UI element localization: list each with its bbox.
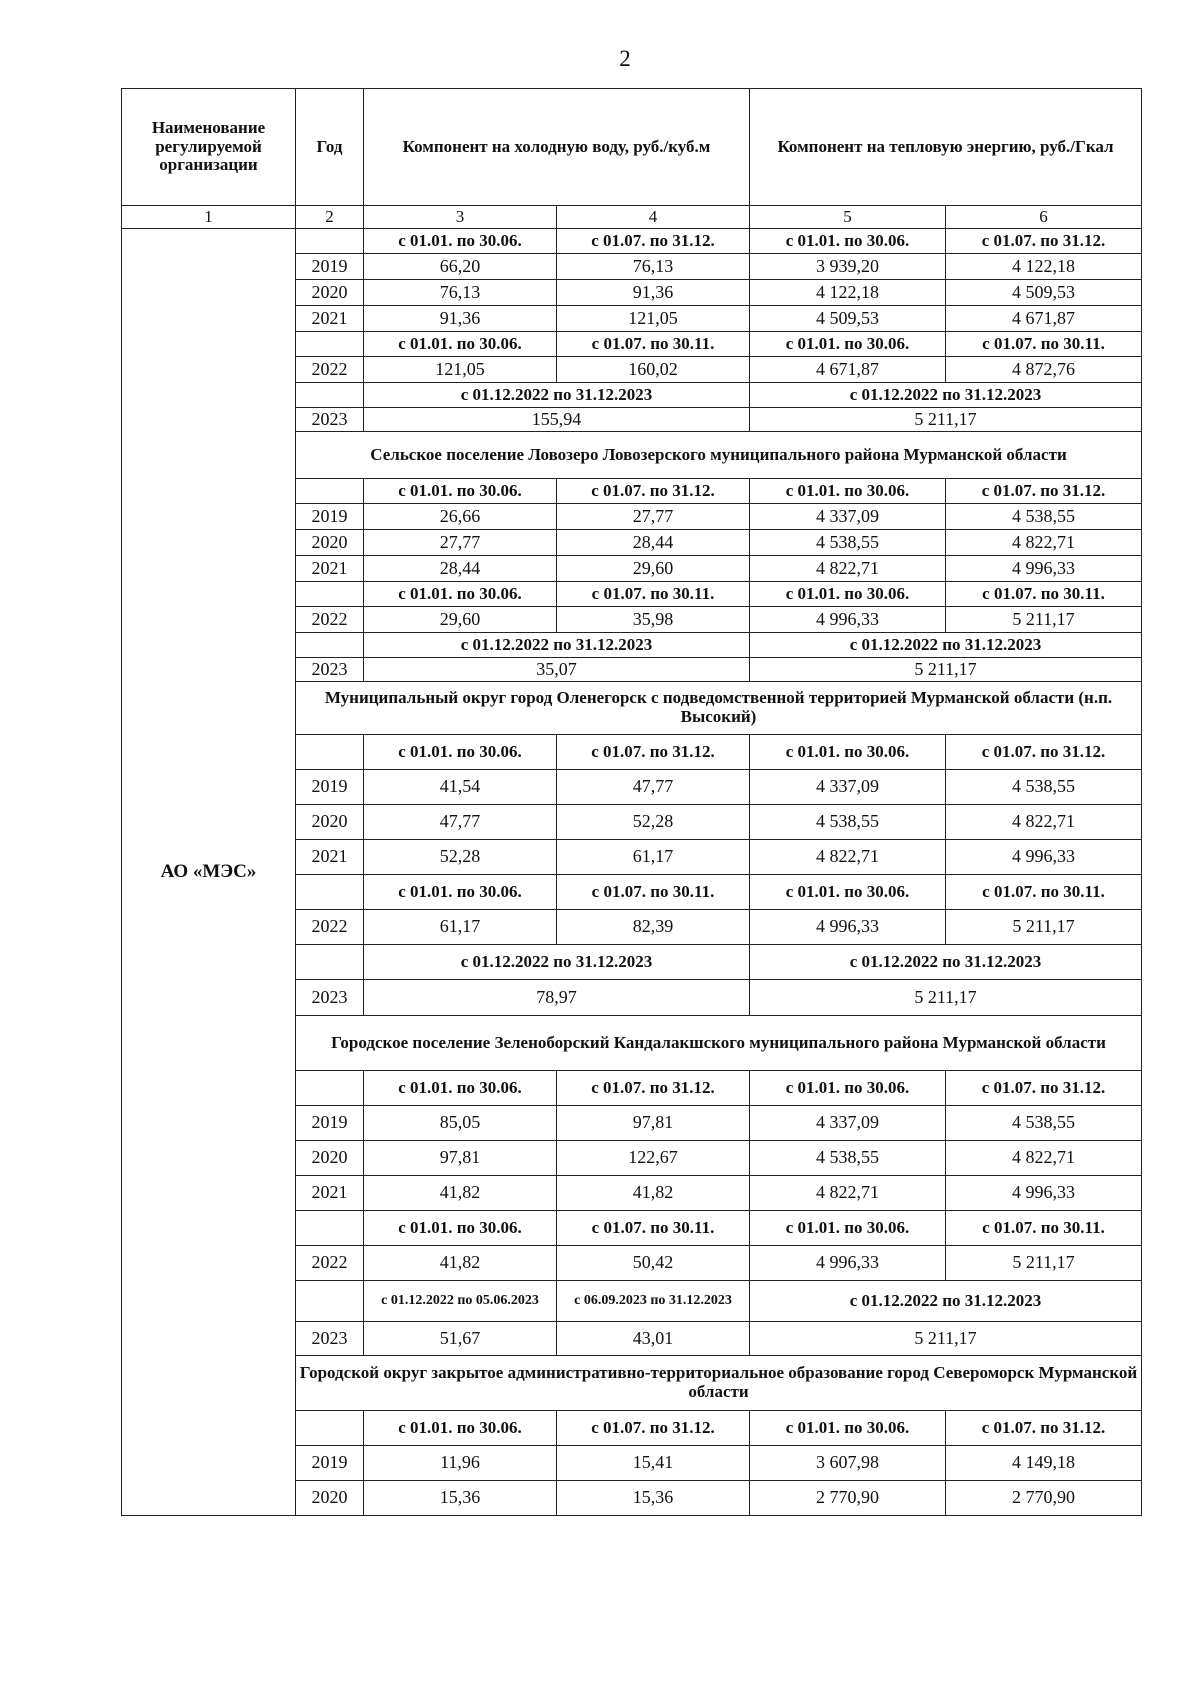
value-cell: 41,82 bbox=[557, 1176, 750, 1211]
period-label: с 01.01. по 30.06. bbox=[750, 332, 946, 357]
table-header-row bbox=[122, 89, 1142, 206]
value-cell: 155,94 bbox=[364, 408, 750, 432]
value-cell: 15,36 bbox=[364, 1481, 557, 1516]
value-cell: 11,96 bbox=[364, 1446, 557, 1481]
value-cell: 50,42 bbox=[557, 1246, 750, 1281]
value-cell: 4 538,55 bbox=[750, 530, 946, 556]
value-cell: 4 822,71 bbox=[750, 840, 946, 875]
section-title: Муниципальный округ город Оленегорск с подведомственной территорией Мурманской области (н.п. Высокий) bbox=[296, 682, 1142, 735]
value-cell: 4 509,53 bbox=[946, 280, 1142, 306]
period-label: с 01.07. по 30.11. bbox=[557, 1211, 750, 1246]
period-label: с 01.07. по 31.12. bbox=[946, 735, 1142, 770]
period-label: с 01.01. по 30.06. bbox=[750, 582, 946, 607]
value-cell: 5 211,17 bbox=[750, 408, 1142, 432]
value-cell: 5 211,17 bbox=[946, 910, 1142, 945]
period-label: с 06.09.2023 по 31.12.2023 bbox=[557, 1281, 750, 1322]
period-label: с 01.07. по 30.11. bbox=[557, 875, 750, 910]
period-label: с 01.01. по 30.06. bbox=[750, 1411, 946, 1446]
value-cell: 5 211,17 bbox=[946, 607, 1142, 633]
value-cell: 41,54 bbox=[364, 770, 557, 805]
period-label: с 01.12.2022 по 31.12.2023 bbox=[364, 945, 750, 980]
year-cell: 2019 bbox=[296, 1446, 364, 1481]
organization-name: АО «МЭС» bbox=[122, 229, 296, 1516]
value-cell: 4 822,71 bbox=[946, 1141, 1142, 1176]
period-label: с 01.07. по 30.11. bbox=[946, 1211, 1142, 1246]
year-cell: 2021 bbox=[296, 840, 364, 875]
value-cell: 51,67 bbox=[364, 1322, 557, 1356]
header-cold-water: Компонент на холодную воду, руб./куб.м bbox=[364, 89, 750, 206]
value-cell: 4 538,55 bbox=[946, 504, 1142, 530]
year-cell: 2019 bbox=[296, 504, 364, 530]
value-cell: 4 996,33 bbox=[750, 910, 946, 945]
value-cell: 5 211,17 bbox=[750, 1322, 1142, 1356]
value-cell: 27,77 bbox=[364, 530, 557, 556]
value-cell: 97,81 bbox=[557, 1106, 750, 1141]
value-cell: 4 996,33 bbox=[946, 556, 1142, 582]
header-year: Год bbox=[296, 89, 364, 206]
period-label: с 01.01. по 30.06. bbox=[750, 1071, 946, 1106]
period-label: с 01.12.2022 по 31.12.2023 bbox=[750, 945, 1142, 980]
value-cell: 35,98 bbox=[557, 607, 750, 633]
value-cell: 52,28 bbox=[557, 805, 750, 840]
year-cell: 2021 bbox=[296, 556, 364, 582]
period-label: с 01.01. по 30.06. bbox=[364, 1411, 557, 1446]
period-label: с 01.07. по 31.12. bbox=[557, 479, 750, 504]
value-cell: 4 122,18 bbox=[750, 280, 946, 306]
value-cell: 41,82 bbox=[364, 1246, 557, 1281]
value-cell: 28,44 bbox=[557, 530, 750, 556]
value-cell: 4 337,09 bbox=[750, 1106, 946, 1141]
value-cell: 27,77 bbox=[557, 504, 750, 530]
value-cell: 29,60 bbox=[364, 607, 557, 633]
value-cell: 4 872,76 bbox=[946, 357, 1142, 383]
year-cell: 2020 bbox=[296, 805, 364, 840]
column-number: 3 bbox=[364, 206, 557, 229]
value-cell: 76,13 bbox=[364, 280, 557, 306]
value-cell: 3 607,98 bbox=[750, 1446, 946, 1481]
value-cell: 91,36 bbox=[557, 280, 750, 306]
value-cell: 4 538,55 bbox=[750, 805, 946, 840]
value-cell: 78,97 bbox=[364, 980, 750, 1016]
period-label: с 01.01. по 30.06. bbox=[750, 735, 946, 770]
value-cell: 4 149,18 bbox=[946, 1446, 1142, 1481]
period-label: с 01.01. по 30.06. bbox=[750, 229, 946, 254]
value-cell: 85,05 bbox=[364, 1106, 557, 1141]
year-cell: 2023 bbox=[296, 658, 364, 682]
value-cell: 160,02 bbox=[557, 357, 750, 383]
value-cell: 28,44 bbox=[364, 556, 557, 582]
value-cell: 66,20 bbox=[364, 254, 557, 280]
period-label: с 01.12.2022 по 31.12.2023 bbox=[750, 633, 1142, 658]
header-organization: Наименование регулируемой организации bbox=[122, 89, 296, 206]
value-cell: 26,66 bbox=[364, 504, 557, 530]
period-label: с 01.07. по 30.11. bbox=[946, 332, 1142, 357]
page-number: 2 bbox=[619, 46, 631, 71]
value-cell: 4 822,71 bbox=[750, 1176, 946, 1211]
value-cell: 4 822,71 bbox=[750, 556, 946, 582]
value-cell: 2 770,90 bbox=[946, 1481, 1142, 1516]
value-cell: 4 996,33 bbox=[750, 1246, 946, 1281]
value-cell: 47,77 bbox=[557, 770, 750, 805]
year-cell: 2022 bbox=[296, 910, 364, 945]
period-row bbox=[122, 229, 1142, 254]
year-cell: 2022 bbox=[296, 357, 364, 383]
period-label: с 01.01. по 30.06. bbox=[364, 229, 557, 254]
year-cell: 2020 bbox=[296, 1141, 364, 1176]
period-label: с 01.07. по 30.11. bbox=[557, 332, 750, 357]
value-cell: 4 996,33 bbox=[750, 607, 946, 633]
value-cell: 47,77 bbox=[364, 805, 557, 840]
period-label: с 01.01. по 30.06. bbox=[750, 1211, 946, 1246]
year-cell: 2021 bbox=[296, 306, 364, 332]
year-cell: 2019 bbox=[296, 770, 364, 805]
period-label: с 01.07. по 31.12. bbox=[557, 229, 750, 254]
year-cell: 2023 bbox=[296, 980, 364, 1016]
section-title: Городское поселение Зеленоборский Кандалакшского муниципального района Мурманской области bbox=[296, 1016, 1142, 1071]
period-label: с 01.07. по 31.12. bbox=[557, 1411, 750, 1446]
year-cell: 2019 bbox=[296, 254, 364, 280]
value-cell: 2 770,90 bbox=[750, 1481, 946, 1516]
value-cell: 82,39 bbox=[557, 910, 750, 945]
column-number: 5 bbox=[750, 206, 946, 229]
period-label: с 01.12.2022 по 31.12.2023 bbox=[750, 383, 1142, 408]
period-label: с 01.01. по 30.06. bbox=[750, 479, 946, 504]
period-label: с 01.01. по 30.06. bbox=[364, 735, 557, 770]
period-label: с 01.12.2022 по 31.12.2023 bbox=[750, 1281, 1142, 1322]
value-cell: 15,36 bbox=[557, 1481, 750, 1516]
year-cell: 2022 bbox=[296, 1246, 364, 1281]
value-cell: 5 211,17 bbox=[750, 980, 1142, 1016]
value-cell: 4 671,87 bbox=[946, 306, 1142, 332]
column-number-row bbox=[122, 206, 1142, 229]
value-cell: 97,81 bbox=[364, 1141, 557, 1176]
period-label: с 01.12.2022 по 05.06.2023 bbox=[364, 1281, 557, 1322]
value-cell: 4 337,09 bbox=[750, 770, 946, 805]
header-heat-energy: Компонент на тепловую энергию, руб./Гкал bbox=[750, 89, 1142, 206]
period-label: с 01.01. по 30.06. bbox=[364, 582, 557, 607]
value-cell: 122,67 bbox=[557, 1141, 750, 1176]
value-cell: 4 671,87 bbox=[750, 357, 946, 383]
period-label: с 01.07. по 31.12. bbox=[557, 735, 750, 770]
value-cell: 4 538,55 bbox=[946, 1106, 1142, 1141]
year-cell: 2023 bbox=[296, 408, 364, 432]
period-label: с 01.07. по 31.12. bbox=[946, 479, 1142, 504]
value-cell: 121,05 bbox=[557, 306, 750, 332]
value-cell: 52,28 bbox=[364, 840, 557, 875]
period-label: с 01.01. по 30.06. bbox=[364, 1071, 557, 1106]
period-label: с 01.01. по 30.06. bbox=[364, 1211, 557, 1246]
value-cell: 5 211,17 bbox=[750, 658, 1142, 682]
year-cell: 2019 bbox=[296, 1106, 364, 1141]
value-cell: 4 996,33 bbox=[946, 1176, 1142, 1211]
section-title: Сельское поселение Ловозеро Ловозерского муниципального района Мурманской области bbox=[296, 432, 1142, 479]
value-cell: 121,05 bbox=[364, 357, 557, 383]
value-cell: 43,01 bbox=[557, 1322, 750, 1356]
period-label: с 01.07. по 31.12. bbox=[946, 1071, 1142, 1106]
period-label: с 01.07. по 31.12. bbox=[946, 229, 1142, 254]
value-cell: 15,41 bbox=[557, 1446, 750, 1481]
value-cell: 4 822,71 bbox=[946, 805, 1142, 840]
value-cell: 4 538,55 bbox=[946, 770, 1142, 805]
period-label: с 01.12.2022 по 31.12.2023 bbox=[364, 633, 750, 658]
period-label: с 01.01. по 30.06. bbox=[364, 875, 557, 910]
year-cell: 2020 bbox=[296, 280, 364, 306]
value-cell: 4 822,71 bbox=[946, 530, 1142, 556]
period-label: с 01.01. по 30.06. bbox=[364, 479, 557, 504]
column-number: 2 bbox=[296, 206, 364, 229]
value-cell: 4 996,33 bbox=[946, 840, 1142, 875]
column-number: 6 bbox=[946, 206, 1142, 229]
value-cell: 4 122,18 bbox=[946, 254, 1142, 280]
column-number: 4 bbox=[557, 206, 750, 229]
period-label: с 01.12.2022 по 31.12.2023 bbox=[364, 383, 750, 408]
value-cell: 76,13 bbox=[557, 254, 750, 280]
section-title: Городской округ закрытое административно-территориальное образование город Североморск Мурманской области bbox=[296, 1356, 1142, 1411]
column-number: 1 bbox=[122, 206, 296, 229]
year-cell: 2020 bbox=[296, 1481, 364, 1516]
period-label: с 01.01. по 30.06. bbox=[364, 332, 557, 357]
value-cell: 91,36 bbox=[364, 306, 557, 332]
value-cell: 4 337,09 bbox=[750, 504, 946, 530]
value-cell: 4 509,53 bbox=[750, 306, 946, 332]
period-label: с 01.07. по 30.11. bbox=[946, 582, 1142, 607]
value-cell: 61,17 bbox=[364, 910, 557, 945]
year-cell: 2020 bbox=[296, 530, 364, 556]
period-label: с 01.07. по 31.12. bbox=[946, 1411, 1142, 1446]
year-cell: 2022 bbox=[296, 607, 364, 633]
period-label: с 01.07. по 30.11. bbox=[557, 582, 750, 607]
period-label: с 01.07. по 30.11. bbox=[946, 875, 1142, 910]
value-cell: 5 211,17 bbox=[946, 1246, 1142, 1281]
year-cell: 2023 bbox=[296, 1322, 364, 1356]
period-label: с 01.07. по 31.12. bbox=[557, 1071, 750, 1106]
value-cell: 4 538,55 bbox=[750, 1141, 946, 1176]
year-cell: 2021 bbox=[296, 1176, 364, 1211]
value-cell: 29,60 bbox=[557, 556, 750, 582]
value-cell: 35,07 bbox=[364, 658, 750, 682]
value-cell: 41,82 bbox=[364, 1176, 557, 1211]
period-label: с 01.01. по 30.06. bbox=[750, 875, 946, 910]
value-cell: 61,17 bbox=[557, 840, 750, 875]
tariff-table bbox=[121, 88, 1142, 1516]
value-cell: 3 939,20 bbox=[750, 254, 946, 280]
